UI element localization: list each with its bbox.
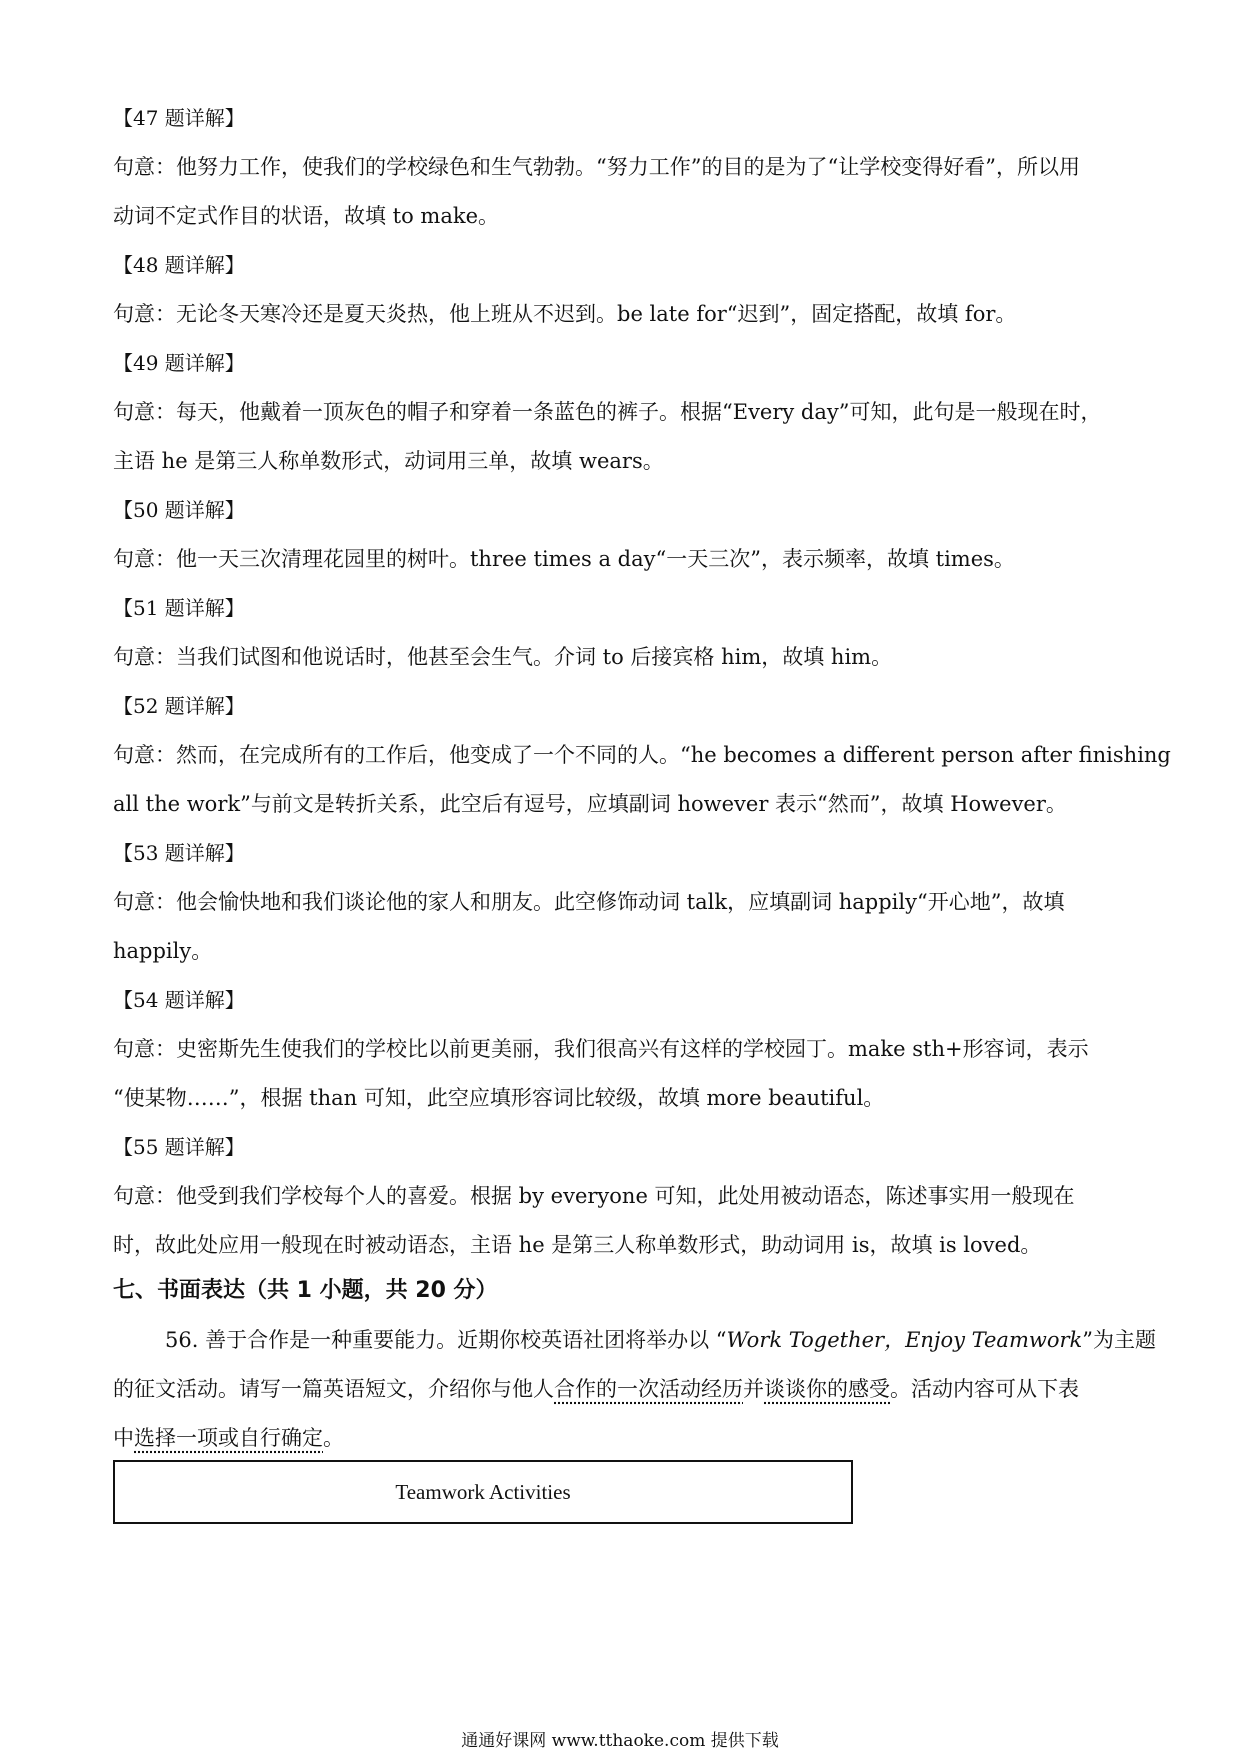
item-text-line: 句意：他一天三次清理花园里的树叶。three times a day“一天三次”，表示频率，故填 times。 bbox=[113, 547, 1015, 571]
item-text-line: all the work”与前文是转折关系，此空后有逗号，应填副词 however 表示“然而”，故填 However。 bbox=[113, 792, 1067, 816]
item-text-line: “使某物……”，根据 than 可知，此空应填形容词比较级，故填 more beautiful。 bbox=[113, 1086, 885, 1110]
item-text-line: 主语 he 是第三人称单数形式，动词用三单，故填 wears。 bbox=[113, 449, 664, 473]
item-text-line: 句意：当我们试图和他说话时，他甚至会生气。介词 to 后接宾格 him，故填 him。 bbox=[113, 645, 893, 669]
question-text: 。活动内容可从下表 bbox=[890, 1377, 1079, 1401]
question-theme: Work Together，Enjoy Teamwork bbox=[726, 1328, 1083, 1352]
item-heading: 【50 题详解】 bbox=[113, 498, 245, 522]
question-text: 善于合作是一种重要能力。近期你校英语社团将举办以 “ bbox=[205, 1328, 727, 1352]
emphasis-text: 选择一项或自行确定 bbox=[134, 1426, 323, 1450]
page-footer: 通通好课网 www.tthaoke.com 提供下载 bbox=[461, 1731, 779, 1751]
item-text-line: 句意：史密斯先生使我们的学校比以前更美丽，我们很高兴有这样的学校园丁。make sth+形容词，表示 bbox=[113, 1037, 1089, 1061]
item-text-line: 句意：每天，他戴着一顶灰色的帽子和穿着一条蓝色的裤子。根据“Every day”可知，此句是一般现在时， bbox=[113, 400, 1102, 424]
question-text: 。 bbox=[323, 1426, 344, 1450]
item-heading: 【53 题详解】 bbox=[113, 841, 245, 865]
item-text-line: 句意：他受到我们学校每个人的喜爱。根据 by everyone 可知，此处用被动语态，陈述事实用一般现在 bbox=[113, 1184, 1075, 1208]
question-line-2 bbox=[113, 1375, 1125, 1403]
question-text: ”为主题 bbox=[1082, 1328, 1156, 1352]
item-text-line: 句意：然而，在完成所有的工作后，他变成了一个不同的人。“he becomes a different person after finishing bbox=[113, 743, 1171, 767]
item-heading: 【47 题详解】 bbox=[113, 106, 245, 130]
item-heading: 【51 题详解】 bbox=[113, 596, 245, 620]
emphasis-text: 谈谈你的感受 bbox=[764, 1377, 890, 1401]
question-text: 并 bbox=[743, 1377, 764, 1401]
item-heading: 【52 题详解】 bbox=[113, 694, 245, 718]
item-heading: 【54 题详解】 bbox=[113, 988, 245, 1012]
item-text-line: 时，故此处应用一般现在时被动语态，主语 he 是第三人称单数形式，助动词用 is，故填 is loved。 bbox=[113, 1233, 1042, 1257]
item-text-line: 句意：他努力工作，使我们的学校绿色和生气勃勃。“努力工作”的目的是为了“让学校变得好看”，所以用 bbox=[113, 155, 1080, 179]
item-text-line: 句意：他会愉快地和我们谈论他的家人和朋友。此空修饰动词 talk，应填副词 happily“开心地”，故填 bbox=[113, 890, 1065, 914]
question-line-1 bbox=[165, 1326, 1156, 1354]
question-number: 56. bbox=[165, 1328, 199, 1352]
emphasis-text: 合作的一次活动经历 bbox=[554, 1377, 743, 1401]
activities-table bbox=[113, 1460, 853, 1524]
question-text: 中 bbox=[113, 1426, 134, 1450]
item-heading: 【55 题详解】 bbox=[113, 1135, 245, 1159]
item-text-line: 动词不定式作目的状语，故填 to make。 bbox=[113, 204, 500, 228]
table-header: Teamwork Activities bbox=[395, 1479, 571, 1504]
question-text: 的征文活动。请写一篇英语短文，介绍你与他人 bbox=[113, 1377, 554, 1401]
item-text-line: 句意：无论冬天寒冷还是夏天炎热，他上班从不迟到。be late for“迟到”，固定搭配，故填 for。 bbox=[113, 302, 1017, 326]
section-title: 七、书面表达（共 1 小题，共 20 分） bbox=[113, 1278, 498, 1303]
item-heading: 【48 题详解】 bbox=[113, 253, 245, 277]
question-line-3 bbox=[113, 1424, 1125, 1452]
item-text-line: happily。 bbox=[113, 939, 213, 963]
item-heading: 【49 题详解】 bbox=[113, 351, 245, 375]
